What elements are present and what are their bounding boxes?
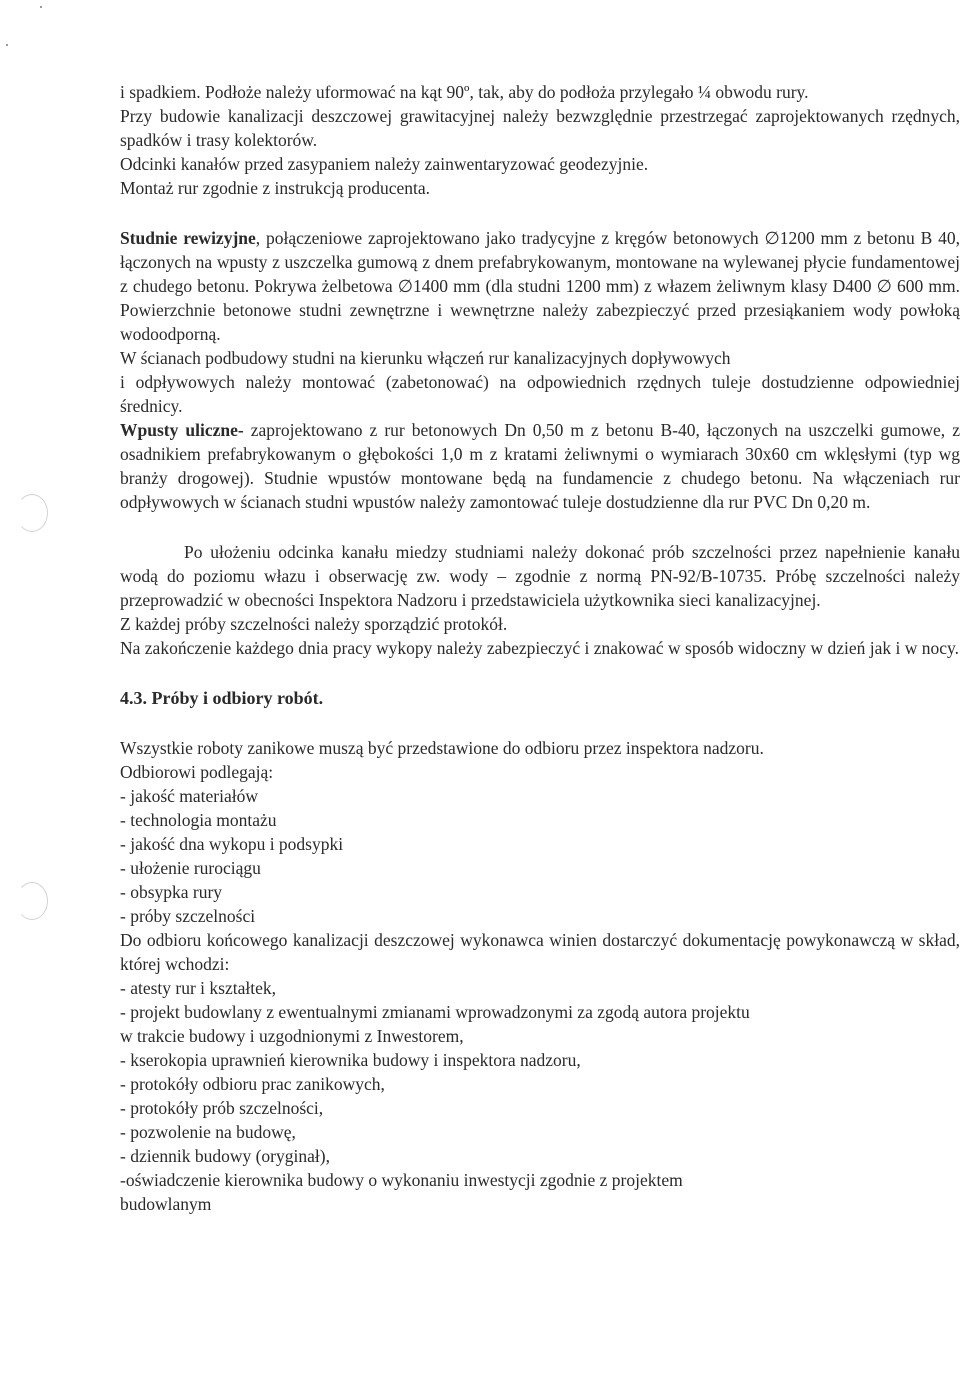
- list-item: - ułożenie rurociągu: [120, 858, 261, 878]
- paragraph: Przy budowie kanalizacji deszczowej grawitacyjnej należy bezwzględnie przestrzegać zaprojektowanych rzędnych, spadków i trasy kolektorów.: [120, 106, 960, 150]
- list-item: - protokóły odbioru prac zanikowych,: [120, 1074, 385, 1094]
- punch-hole-top: [16, 494, 48, 532]
- text-line: i spadkiem. Podłoże należy uformować na kąt 90º, tak, aby do podłoża przylegało ¼ obwodu rury.: [120, 82, 809, 102]
- list-item-continued: w trakcie budowy i uzgodnionymi z Inwestorem,: [120, 1026, 464, 1046]
- studnie-paragraph: [120, 226, 960, 346]
- section-intro-2: Odbiorowi podlegają:: [120, 762, 274, 782]
- list-item: - jakość dna wykopu i podsypki: [120, 834, 344, 854]
- list-item: - protokóły prób szczelności,: [120, 1098, 324, 1118]
- final-intro: Do odbioru końcowego kanalizacji deszczowej wykonawca winien dostarczyć dokumentację powykonawczą w skład, której wchodzi:: [120, 930, 960, 974]
- list-item: - kserokopia uprawnień kierownika budowy i inspektora nadzoru,: [120, 1050, 581, 1070]
- text-line: Odcinki kanałów przed zasypaniem należy zainwentaryzować geodezyjnie.: [120, 154, 649, 174]
- list-item-continued: budowlanym: [120, 1194, 212, 1214]
- text-line: W ścianach podbudowy studni na kierunku włączeń rur kanalizacyjnych dopływowych: [120, 348, 731, 368]
- document-page: [120, 80, 960, 1216]
- list-item: -oświadczenie kierownika budowy o wykonaniu inwestycji zgodnie z projektem: [120, 1170, 683, 1190]
- list-item: - jakość materiałów: [120, 786, 259, 806]
- paragraph: i odpływowych należy montować (zabetonować) na odpowiednich rzędnych tuleje dostudzienne odpowiedniej średnicy.: [120, 372, 960, 416]
- text-line: Montaż rur zgodnie z instrukcją producenta.: [120, 178, 431, 198]
- wpusty-heading: Wpusty uliczne-: [120, 420, 244, 440]
- scan-mark: [6, 44, 8, 46]
- list-item: - dziennik budowy (oryginał),: [120, 1146, 330, 1166]
- section-intro: Wszystkie roboty zanikowe muszą być przedstawione do odbioru przez inspektora nadzoru.: [120, 738, 764, 758]
- section-heading: 4.3. Próby i odbiory robót.: [120, 688, 324, 708]
- wpusty-paragraph: [120, 418, 960, 514]
- list-item: - pozwolenie na budowę,: [120, 1122, 296, 1142]
- inspection-list: [120, 784, 960, 928]
- scan-mark: [40, 6, 42, 8]
- proba-paragraph: Po ułożeniu odcinka kanału miedzy studniami należy dokonać prób szczelności przez napełnienie kanału wodą do poziomu włazu i obserwację zw. wody – zgodnie z normą PN-92/B-10735. Próbę szczelności należy przeprowadzić w obecności Inspektora Nadzoru i przedstawiciela użytkownika sieci kanalizacyjnej.: [120, 542, 960, 610]
- text-line: Z każdej próby szczelności należy sporządzić protokół.: [120, 614, 508, 634]
- list-item: - obsypka rury: [120, 882, 223, 902]
- list-item: - próby szczelności: [120, 906, 256, 926]
- punch-hole-bottom: [16, 882, 48, 920]
- list-item: - atesty rur i kształtek,: [120, 978, 276, 998]
- studnie-text: , połączeniowe zaprojektowano jako tradycyjne z kręgów betonowych ∅1200 mm z betonu B 40, łączonych na wpusty z uszczelka gumową z dnem prefabrykowanym, montowane na wylewanej płycie fundamentowej z chudego betonu. Pokrywa żelbetowa ∅1400 mm (dla studni 1200 mm) z włazem żeliwnym klasy D400 ∅ 600 mm. Powierzchnie betonowe studni zewnętrzne i wewnętrzne należy zabezpieczyć przed przesiąkaniem wody powłoką wodoodporną.: [120, 228, 960, 344]
- studnie-heading: Studnie rewizyjne: [120, 228, 256, 248]
- list-item: - technologia montażu: [120, 810, 277, 830]
- paragraph: Na zakończenie każdego dnia pracy wykopy należy zabezpieczyć i znakować w sposób widoczny w dzień jak i w nocy.: [120, 638, 960, 658]
- list-item: - projekt budowlany z ewentualnymi zmianami wprowadzonymi za zgodą autora projektu: [120, 1002, 750, 1022]
- documents-list: [120, 976, 960, 1216]
- wpusty-text: zaprojektowano z rur betonowych Dn 0,50 m z betonu B-40, łączonych na uszczelki gumowe, z osadnikiem prefabrykowanym o głębokości 1,0 m z kratami żeliwnymi o wymiarach 30x60 cm wklęsłymi (typ wg branży drogowej). Studnie wpustów montowane będą na fundamencie z chudego betonu. Na włączeniach rur odpływowych w ścianach studni wpustów należy zamontować tuleje dostudzienne dla rur PVC Dn 0,20 m.: [120, 420, 960, 512]
